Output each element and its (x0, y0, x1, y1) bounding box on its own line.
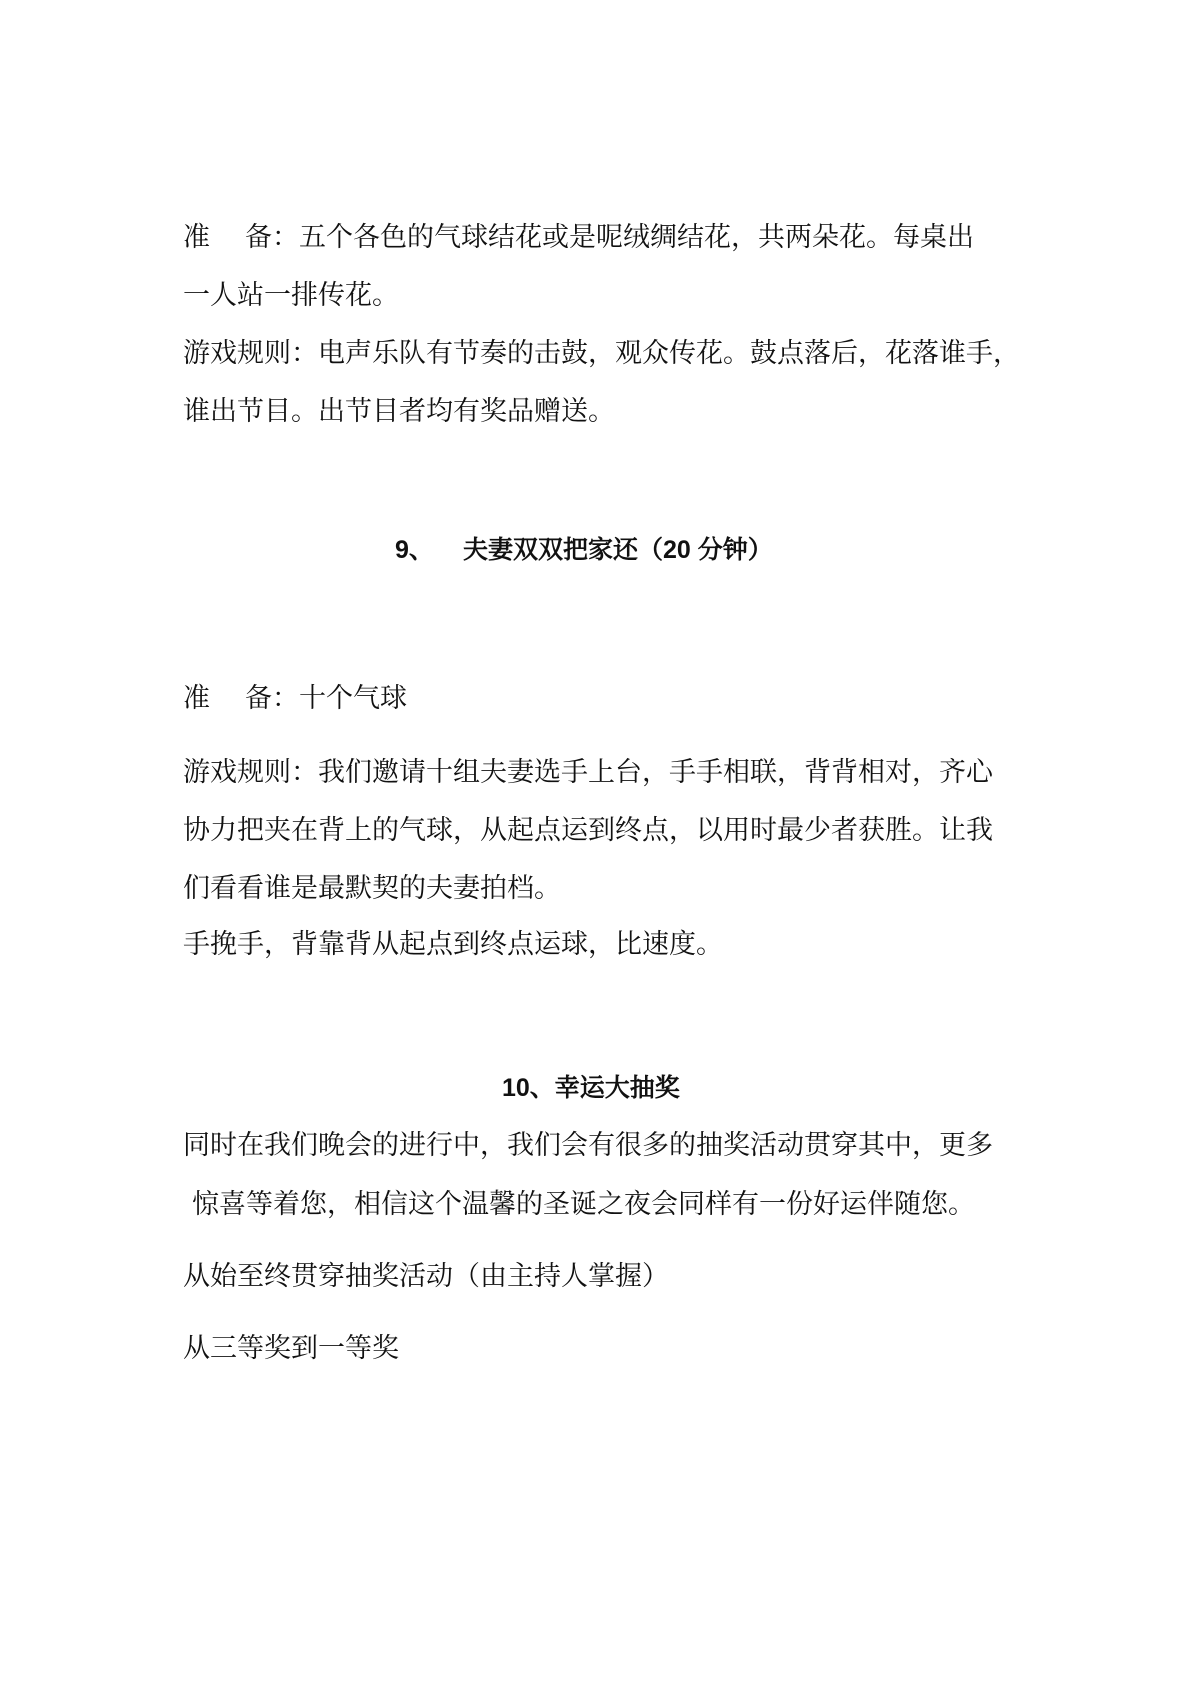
prep-label-rest: 备： (245, 222, 299, 253)
prep-label-rest: 备： (245, 683, 299, 714)
section10-prizes: 从三等奖到一等奖 (183, 1333, 399, 1364)
section10-activity: 从始至终贯穿抽奖活动（由主持人掌握） (183, 1261, 669, 1292)
section8-preparation-line2: 一人站一排传花。 (183, 280, 399, 311)
section8-preparation-line1 (183, 220, 974, 256)
prep-label-first: 准 (183, 683, 210, 714)
section8-rules-line1: 游戏规则：电声乐队有节奏的击鼓，观众传花。鼓点落后，花落谁手， (183, 338, 1020, 369)
section9-heading (395, 533, 773, 567)
section10-intro-line2: 惊喜等着您，相信这个温馨的圣诞之夜会同样有一份好运伴随您。 (192, 1189, 975, 1220)
section10-intro-line1: 同时在我们晚会的进行中，我们会有很多的抽奖活动贯穿其中，更多 (183, 1130, 993, 1161)
section9-rules-line1: 游戏规则：我们邀请十组夫妻选手上台，手手相联，背背相对，齐心 (183, 757, 993, 788)
section8-rules-line2: 谁出节目。出节目者均有奖品赠送。 (183, 396, 615, 427)
section9-preparation (183, 681, 407, 717)
prep-text: 十个气球 (299, 683, 407, 714)
section9-title: 夫妻双双把家还（20 分钟） (463, 536, 773, 564)
section9-rules-line3: 们看看谁是最默契的夫妻拍档。 (183, 873, 561, 904)
prep-text: 五个各色的气球结花或是呢绒绸结花，共两朵花。每桌出 (299, 222, 974, 253)
section9-number: 9、 (395, 536, 434, 564)
section9-note: 手挽手，背靠背从起点到终点运球，比速度。 (183, 929, 723, 960)
section10-heading: 10、幸运大抽奖 (502, 1074, 680, 1102)
section9-rules-line2: 协力把夹在背上的气球，从起点运到终点，以用时最少者获胜。让我 (183, 815, 993, 846)
prep-label-first: 准 (183, 222, 210, 253)
